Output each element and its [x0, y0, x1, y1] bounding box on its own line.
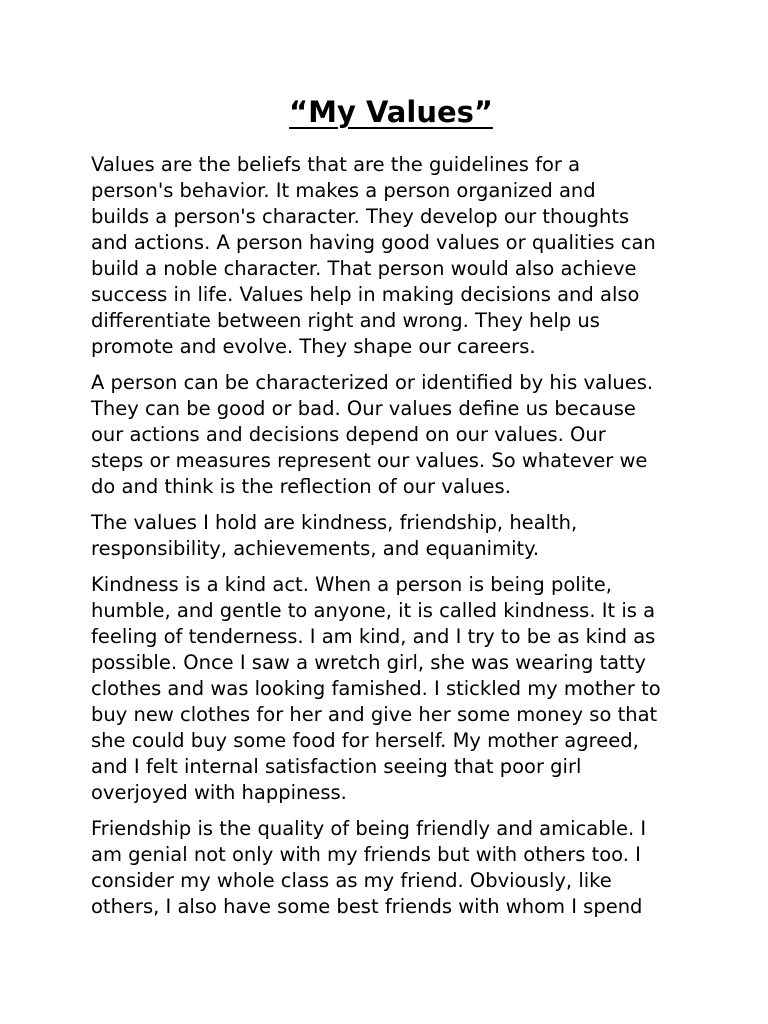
paragraph-friendship: Friendship is the quality of being friendly and amicable. I am genial not only with my friends but with others too. I consider my whole class as my friend. Obviously, like others, I also have some best friends with whom I spend: [91, 817, 647, 918]
paragraph-intro: Values are the beliefs that are the guidelines for a person's behavior. It makes a person organized and builds a person's character. They develop our thoughts and actions. A person having good values or qualities can build a noble character. That person would also achieve success in life. Values help in making decisions and also differentiate between right and wrong. They help us promote and evolve. They shape our careers.: [91, 153, 656, 358]
paragraph-identity: A person can be characterized or identified by his values. They can be good or bad. Our values define us because our actions and decisions depend on our values. Our steps or measures represent our values. So whatever we do and think is the reflection of our values.: [91, 371, 654, 498]
document-title: “My Values”: [289, 95, 493, 129]
paragraph-values-list: The values I hold are kindness, friendship, health, responsibility, achievements, and equanimity.: [91, 511, 578, 560]
document-page: [91, 92, 691, 930]
paragraph-kindness: Kindness is a kind act. When a person is being polite, humble, and gentle to anyone, it is called kindness. It is a feeling of tenderness. I am kind, and I try to be as kind as possible. Once I saw a wretch girl, she was wearing tatty clothes and was looking famished. I stickled my mother to buy new clothes for her and give her some money so that she could buy some food for herself. My mother agreed, and I felt internal satisfaction seeing that poor girl overjoyed with happiness.: [91, 573, 661, 804]
